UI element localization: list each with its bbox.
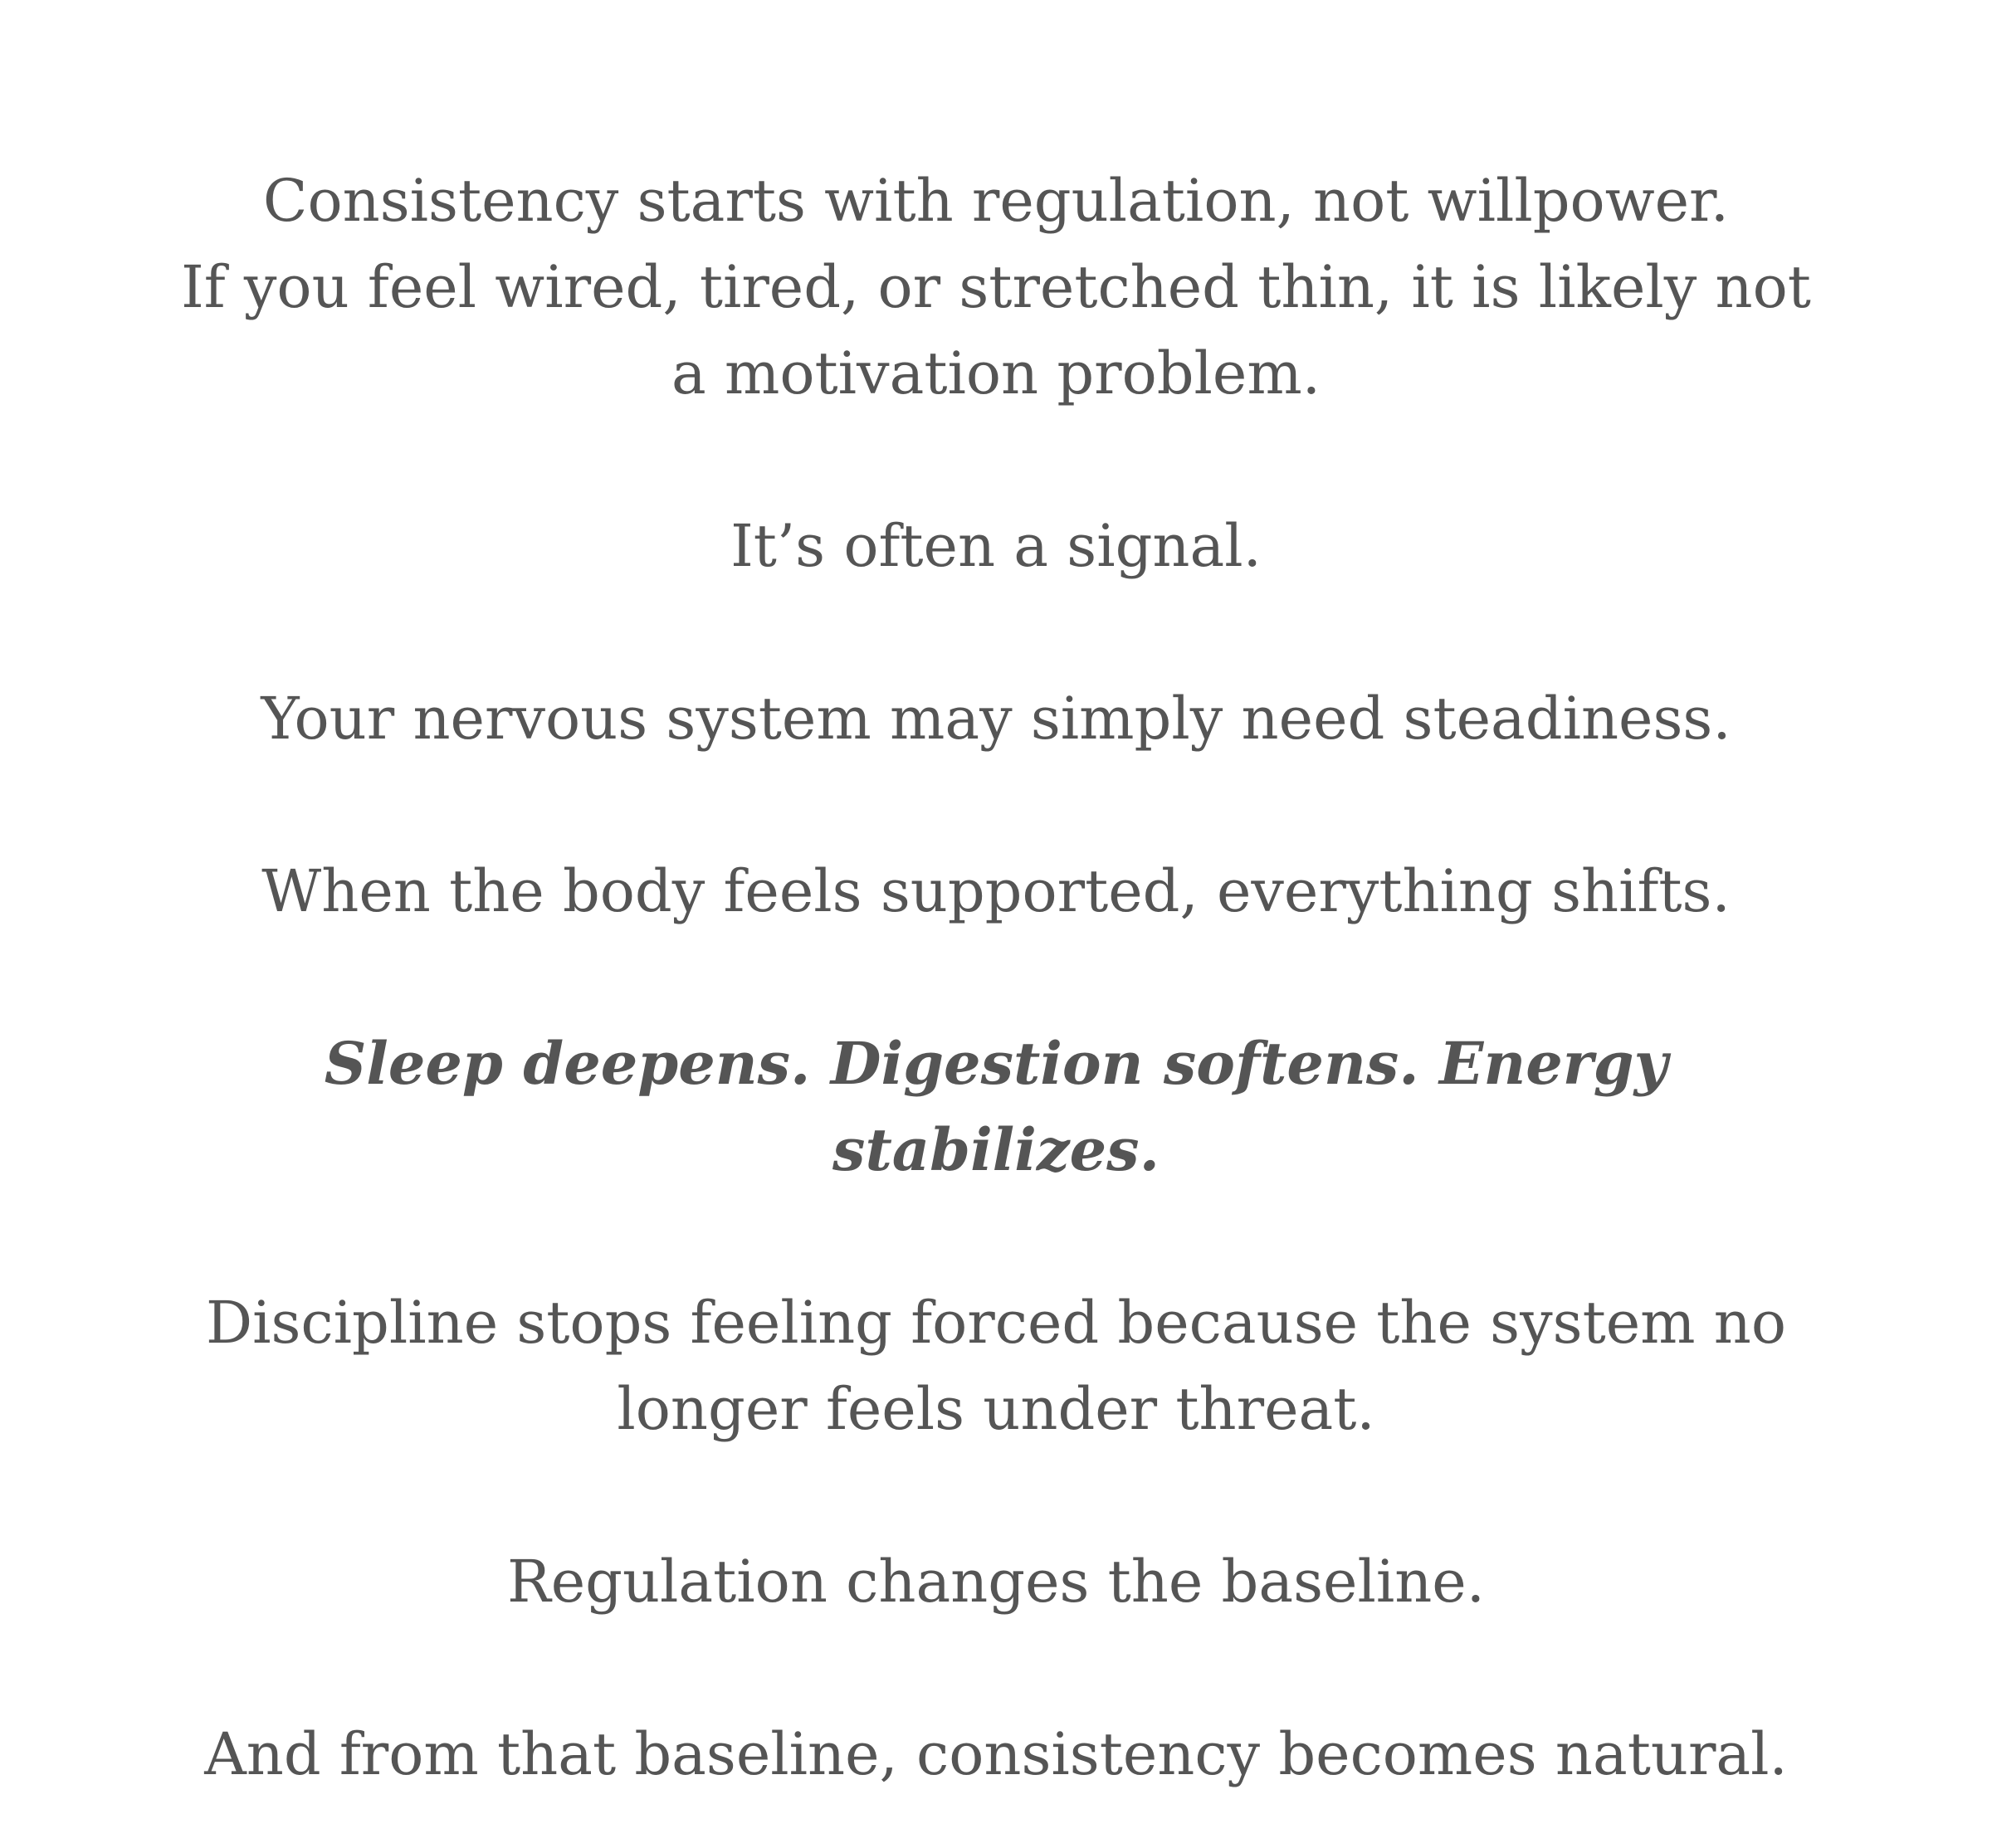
paragraph-discipline: Discipline stops feeling forced because the system no longer feels under threat. [206, 1289, 1786, 1443]
paragraph-natural: And from that baseline, consistency becomes natural. [204, 1720, 1788, 1788]
paragraph-consistency: Consistency starts with regulation, not willpower. [262, 167, 1730, 235]
paragraph-baseline: Regulation changes the baseline. [507, 1548, 1485, 1616]
paragraph-body-supported: When the body feels supported, everything shifts. [261, 857, 1731, 925]
article-body [166, 158, 1826, 1797]
paragraph-nervous-system: Your nervous system may simply need steadiness. [261, 685, 1731, 753]
paragraph-emphasis: Sleep deepens. Digestion softens. Energy stabilizes. [324, 1029, 1668, 1184]
paragraph-signal: It’s often a signal. [730, 512, 1262, 580]
paragraph-motivation: If you feel wired, tired, or stretched thin, it is likely not a motivation problem. [181, 253, 1811, 407]
